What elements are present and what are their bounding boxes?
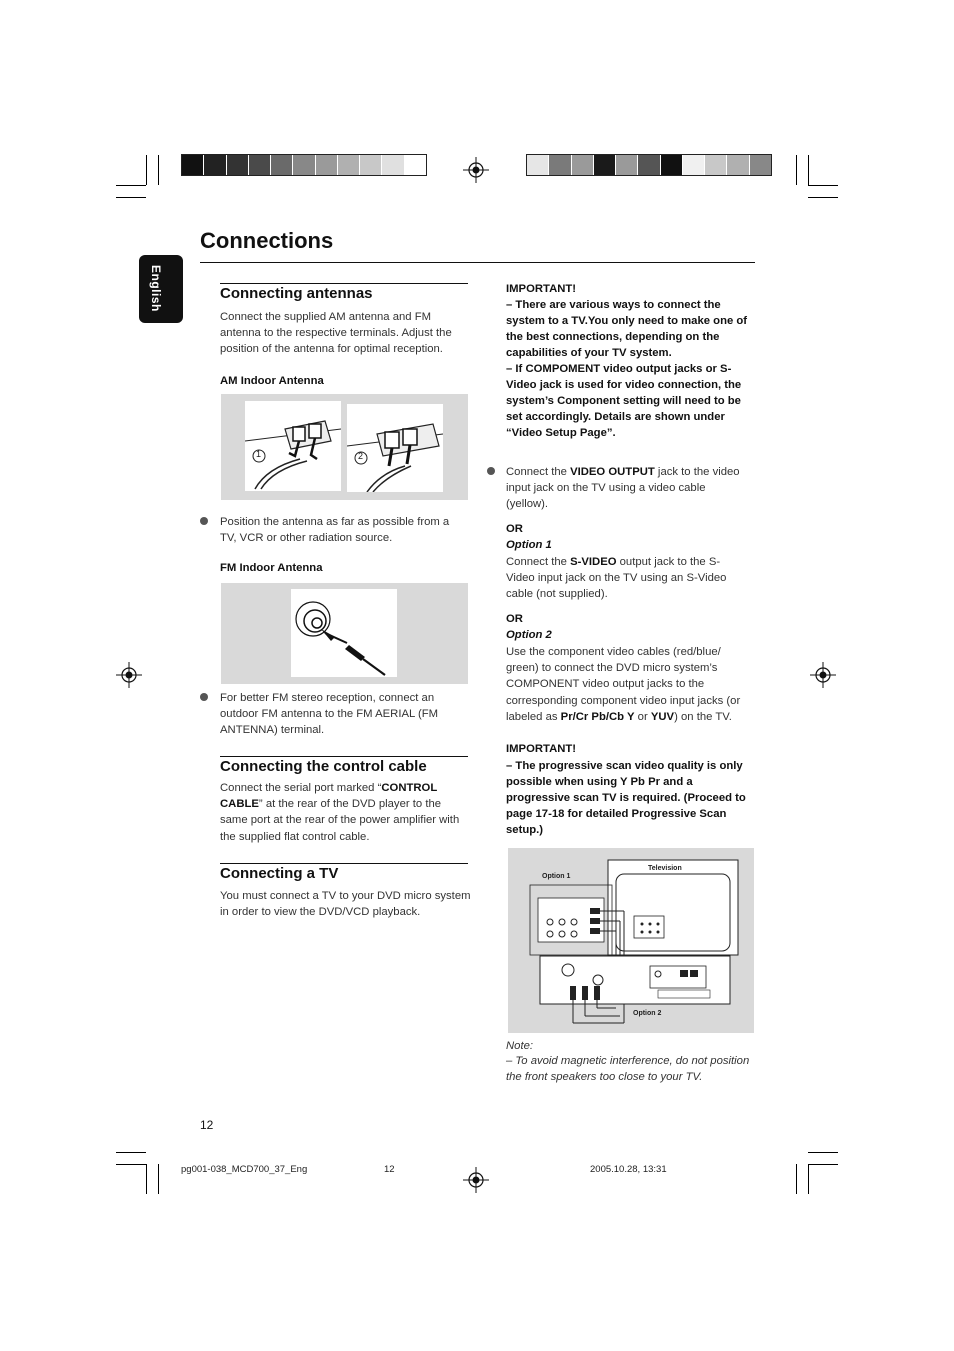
crop-mark <box>808 185 838 186</box>
bullet-icon <box>487 467 495 475</box>
calibration-left-swatch <box>249 155 271 175</box>
crop-mark <box>808 155 809 185</box>
crop-mark <box>158 1164 159 1194</box>
or-label-1: OR <box>506 523 523 535</box>
crop-mark <box>808 1164 838 1165</box>
option1-text-a: Connect the <box>506 556 571 568</box>
section-heading-control-cable: Connecting the control cable <box>220 758 427 775</box>
section-divider <box>220 863 468 864</box>
option2-text-b: ) on the TV. <box>674 710 732 723</box>
option2-text-a: Use the component video cables (red/blue/ green) to connect the DVD micro system’s COMPONENT video output jacks to the corresponding component video input jacks (or labeled as <box>506 646 741 723</box>
calibration-right-swatch <box>661 155 683 175</box>
crop-mark <box>116 197 146 198</box>
am-antenna-label: AM Indoor Antenna <box>220 375 324 387</box>
important-text-1b: – If COMPOMENT video output jacks or S-Video jack is used for video connection, the system’s Component setting will need to be set accordingly. Details are shown under “Video Setup Page”. <box>506 363 742 439</box>
control-cable-keyword: CONTROL CABLE <box>220 782 438 811</box>
option1-text-b: output jack to the S-Video input jack on the TV using an S-Video cable (not supplied). <box>506 556 727 601</box>
footer-timestamp: 2005.10.28, 13:31 <box>590 1164 667 1175</box>
calibration-right-swatch <box>549 155 571 175</box>
option1-label: Option 1 <box>506 539 552 551</box>
calibration-left-swatch <box>293 155 315 175</box>
fm-antenna-panel <box>291 589 397 677</box>
calibration-left-swatch <box>182 155 204 175</box>
calibration-left-swatch <box>405 155 426 175</box>
am-antenna-bullet-text: Position the antenna as far as possible from a TV, VCR or other radiation source. <box>220 516 450 545</box>
crop-mark <box>116 1164 146 1165</box>
calibration-right-swatch <box>683 155 705 175</box>
note-label: Note: <box>506 1040 534 1052</box>
calibration-right-swatch <box>750 155 771 175</box>
video-output-text <box>506 464 746 513</box>
registration-mark-icon <box>463 157 489 183</box>
am-antenna-figure <box>221 394 468 500</box>
calibration-right-swatch <box>616 155 638 175</box>
calibration-left-swatch <box>227 155 249 175</box>
option2-keyword-2: YUV <box>650 710 675 723</box>
control-cable-text-a: Connect the serial port marked “ <box>220 782 382 794</box>
footer-page: 12 <box>384 1164 395 1175</box>
bullet-icon <box>200 693 208 701</box>
diagram-television-label: Television <box>648 865 682 872</box>
color-calibration-bar-left <box>181 154 427 176</box>
important-heading-2: IMPORTANT! <box>506 743 577 755</box>
important-text-2: – The progressive scan video quality is only possible when using Y Pb Pr and a progressive scan TV is required. (Proceed to page 17-18 for detailed Progressive Scan setup.) <box>506 760 746 836</box>
am-step2-number: 2 <box>358 451 364 461</box>
registration-mark-icon <box>116 662 142 688</box>
connecting-tv-text: You must connect a TV to your DVD micro system in order to view the DVD/VCD playback. <box>220 890 471 919</box>
control-cable-text-b: ” at the rear of the DVD player to the same port at the rear of the power amplifier with the supplied flat control cable. <box>220 798 460 843</box>
calibration-left-swatch <box>204 155 226 175</box>
calibration-right-swatch <box>572 155 594 175</box>
crop-mark <box>146 1164 147 1194</box>
language-tab-label: English <box>149 265 163 312</box>
crop-mark <box>808 1164 809 1194</box>
page-title: Connections <box>200 228 334 253</box>
crop-mark <box>146 155 147 185</box>
tv-connection-diagram <box>508 848 754 1033</box>
diagram-option1-label: Option 1 <box>542 873 571 880</box>
calibration-right-swatch <box>594 155 616 175</box>
option2-label: Option 2 <box>506 629 552 641</box>
section-divider <box>220 756 468 757</box>
footer-file-name: pg001-038_MCD700_37_Eng <box>181 1164 308 1175</box>
calibration-left-swatch <box>360 155 382 175</box>
title-divider <box>200 262 755 263</box>
crop-mark <box>808 197 838 198</box>
fm-antenna-label: FM Indoor Antenna <box>220 562 323 574</box>
antennas-intro-text: Connect the supplied AM antenna and FM antenna to the respective terminals. Adjust the position of the antenna for optimal reception. <box>220 311 452 356</box>
am-antenna-step1-panel <box>245 401 341 491</box>
crop-mark <box>796 155 797 185</box>
bullet-icon <box>200 517 208 525</box>
option1-text <box>506 554 746 603</box>
option2-keyword-1: Pr/Cr Pb/Cb Y <box>560 710 635 723</box>
section-heading-antennas: Connecting antennas <box>220 285 373 302</box>
am-antenna-step1-illustration <box>245 401 341 491</box>
calibration-right-swatch <box>705 155 727 175</box>
color-calibration-bar-right <box>526 154 772 176</box>
crop-mark <box>116 185 146 186</box>
video-output-text-b: jack to the video input jack on the TV using a video cable (yellow). <box>506 466 740 511</box>
calibration-left-swatch <box>338 155 360 175</box>
important-text-1a: – There are various ways to connect the system to a TV.You only need to make one of the best connections, depending on the capabilities of your TV system. <box>506 299 748 359</box>
crop-mark <box>116 1152 146 1153</box>
calibration-right-swatch <box>727 155 749 175</box>
am-antenna-step2-illustration <box>347 404 443 492</box>
option2-text <box>506 644 752 725</box>
am-antenna-step2-panel <box>347 404 443 492</box>
am-step1-number: 1 <box>256 449 262 459</box>
fm-antenna-figure <box>221 583 468 684</box>
section-heading-tv: Connecting a TV <box>220 865 339 882</box>
registration-mark-icon <box>463 1167 489 1193</box>
crop-mark <box>158 155 159 185</box>
section-divider <box>220 283 468 284</box>
note-text: – To avoid magnetic interference, do not position the front speakers too close to your TV. <box>506 1055 750 1084</box>
fm-antenna-bullet-text: For better FM stereo reception, connect an outdoor FM antenna to the FM AERIAL (FM ANTENNA) terminal. <box>220 692 439 737</box>
crop-mark <box>796 1164 797 1194</box>
calibration-right-swatch <box>527 155 549 175</box>
video-output-keyword: VIDEO OUTPUT <box>570 466 655 478</box>
important-heading-1: IMPORTANT! <box>506 283 577 295</box>
calibration-left-swatch <box>271 155 293 175</box>
diagram-option2-label: Option 2 <box>633 1010 662 1017</box>
or-label-2: OR <box>506 613 523 625</box>
calibration-left-swatch <box>382 155 404 175</box>
fm-antenna-connector-illustration <box>291 589 397 677</box>
video-output-text-a: Connect the <box>506 466 571 478</box>
control-cable-text <box>220 780 465 845</box>
crop-mark <box>808 1152 838 1153</box>
option2-or: or <box>634 710 651 723</box>
option1-keyword: S-VIDEO <box>570 556 617 568</box>
calibration-left-swatch <box>316 155 338 175</box>
language-tab <box>139 255 183 323</box>
page-number: 12 <box>200 1118 214 1132</box>
calibration-right-swatch <box>638 155 660 175</box>
registration-mark-icon <box>810 662 836 688</box>
